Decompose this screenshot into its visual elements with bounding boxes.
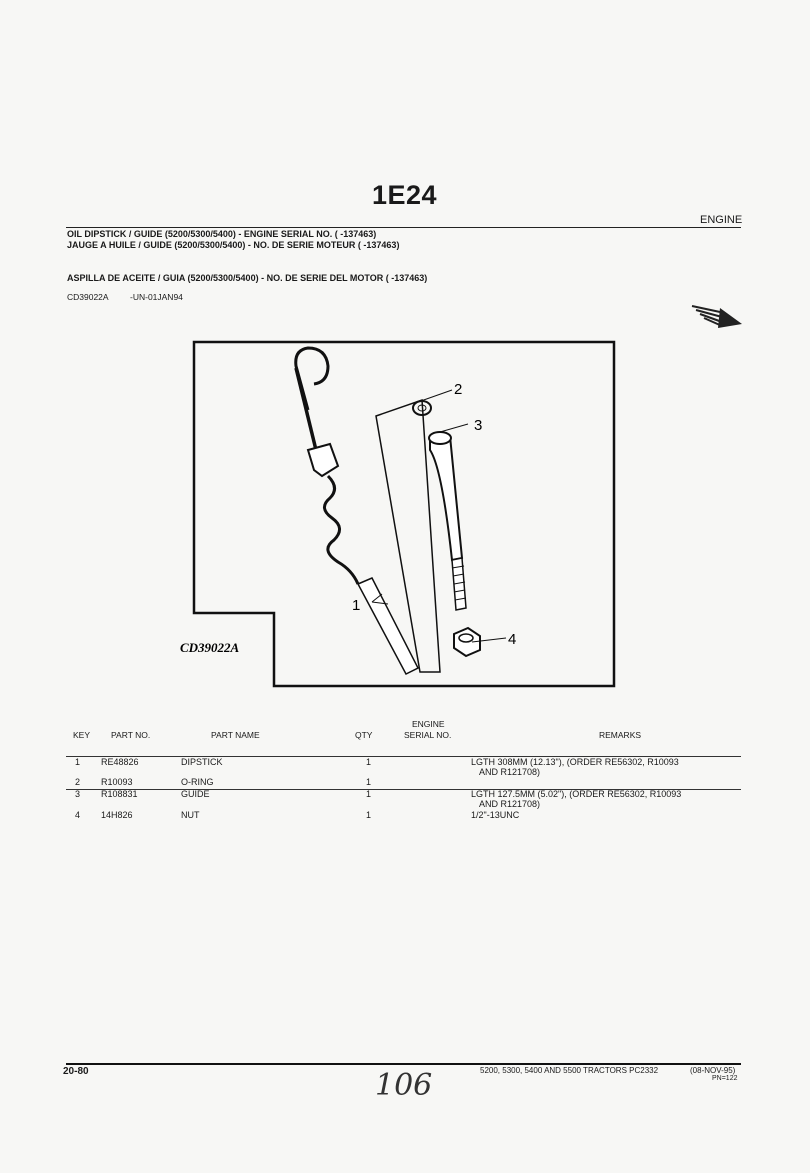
row-3-key: 3 bbox=[75, 789, 81, 799]
callout-3: 3 bbox=[474, 417, 483, 434]
title-french: JAUGE A HUILE / GUIDE (5200/5300/5400) - NO. DE SERIE MOTEUR ( -137463) bbox=[67, 240, 400, 250]
row-3-remarks-cont: AND R121708) bbox=[479, 799, 541, 809]
row-1-part-no: RE48826 bbox=[101, 757, 139, 767]
row-3-remarks: LGTH 127.5MM (5.02"), (ORDER RE56302, R10093 bbox=[471, 789, 682, 799]
row-1-qty: 1 bbox=[366, 757, 372, 767]
dipstick-cap bbox=[308, 444, 338, 476]
row-2-part-name: O-RING bbox=[181, 777, 214, 787]
row-4-part-no: 14H826 bbox=[101, 810, 133, 820]
parts-illustration bbox=[180, 338, 618, 690]
row-4-key: 4 bbox=[75, 810, 81, 820]
dipstick-hook bbox=[296, 348, 328, 410]
row-2-key: 2 bbox=[75, 777, 81, 787]
footer-pn: PN=122 bbox=[712, 1075, 738, 1082]
title-english: OIL DIPSTICK / GUIDE (5200/5300/5400) - ENGINE SERIAL NO. ( -137463) bbox=[67, 229, 377, 239]
guide-tube bbox=[430, 433, 462, 560]
page-number: 20-80 bbox=[63, 1066, 89, 1077]
dipstick-wave bbox=[324, 476, 358, 584]
column-header-part-no: PART NO. bbox=[111, 730, 151, 740]
row-4-remarks: 1/2"-13UNC bbox=[471, 810, 520, 820]
illustration-revision: -UN-01JAN94 bbox=[130, 292, 183, 302]
row-1-remarks-cont: AND R121708) bbox=[479, 767, 541, 777]
column-header-engine: ENGINE bbox=[412, 719, 445, 729]
section-label: ENGINE bbox=[700, 214, 743, 226]
column-header-serial-no: SERIAL NO. bbox=[404, 730, 452, 740]
illustration-code: CD39022A bbox=[67, 292, 109, 302]
dipstick-rod bbox=[296, 368, 316, 450]
row-3-part-name: GUIDE bbox=[181, 789, 210, 799]
footer-title: 5200, 5300, 5400 AND 5500 TRACTORS PC2332 bbox=[480, 1066, 659, 1075]
column-header-key: KEY bbox=[73, 730, 91, 740]
figure-border bbox=[194, 342, 614, 686]
row-2-qty: 1 bbox=[366, 777, 372, 787]
row-2-part-no: R10093 bbox=[101, 777, 133, 787]
callout-1: 1 bbox=[352, 597, 361, 614]
column-header-qty: QTY bbox=[355, 730, 373, 740]
arrow-icon bbox=[690, 300, 742, 330]
header-rule bbox=[66, 227, 741, 228]
dipstick-blade bbox=[358, 578, 418, 674]
page-code: 1E24 bbox=[372, 180, 438, 210]
footer-rule bbox=[66, 1063, 741, 1065]
figure-caption: CD39022A bbox=[180, 640, 240, 655]
row-1-part-name: DIPSTICK bbox=[181, 757, 223, 767]
footer-date: (08-NOV-95) bbox=[690, 1066, 736, 1075]
row-1-remarks: LGTH 308MM (12.13"), (ORDER RE56302, R10093 bbox=[471, 757, 679, 767]
title-spanish: ASPILLA DE ACEITE / GUIA (5200/5300/5400) - NO. DE SERIE DEL MOTOR ( -137463) bbox=[67, 273, 428, 283]
callout-2: 2 bbox=[454, 381, 463, 398]
row-3-part-no: R108831 bbox=[101, 789, 138, 799]
row-3-qty: 1 bbox=[366, 789, 372, 799]
callout-4: 4 bbox=[508, 631, 517, 648]
column-header-remarks: REMARKS bbox=[599, 730, 642, 740]
row-4-qty: 1 bbox=[366, 810, 372, 820]
handwritten-page-number: 106 bbox=[375, 1068, 433, 1103]
column-header-part-name: PART NAME bbox=[211, 730, 260, 740]
row-1-key: 1 bbox=[75, 757, 81, 767]
row-4-part-name: NUT bbox=[181, 810, 200, 820]
